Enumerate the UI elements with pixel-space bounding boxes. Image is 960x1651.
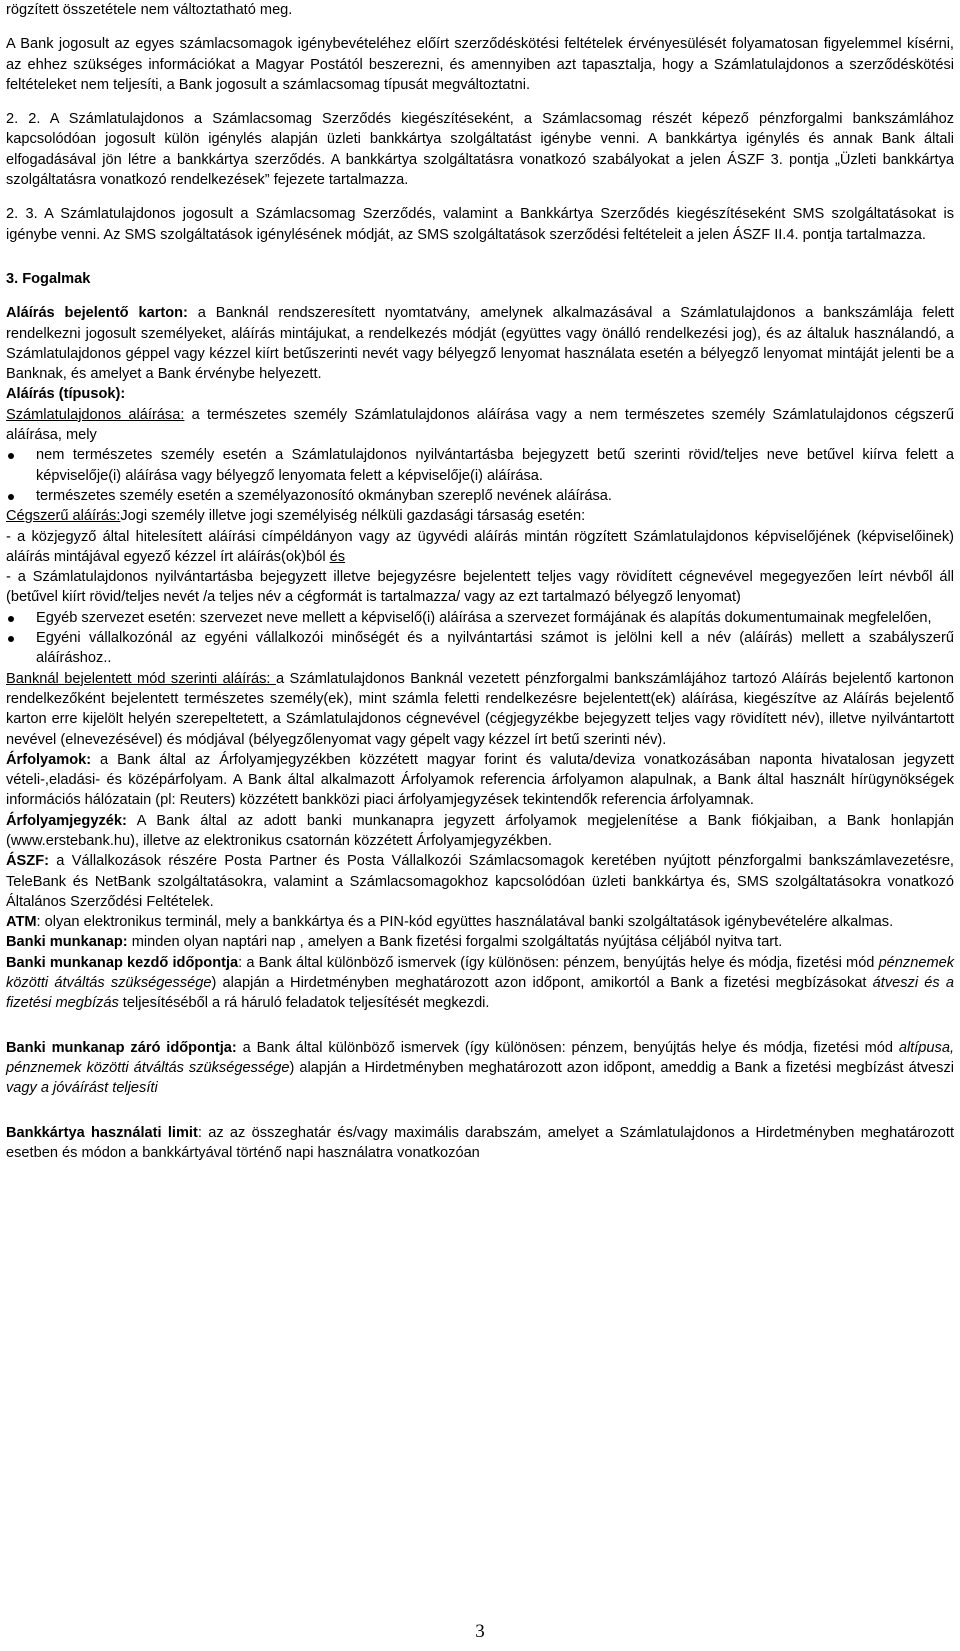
definition-szamlatulajdonos-alairasa bbox=[6, 405, 954, 446]
definition-text: Jogi személy illetve jogi személyiség nélküli gazdasági társaság esetén: bbox=[120, 508, 586, 525]
definition-arfolyamok bbox=[6, 750, 954, 811]
term: ATM bbox=[6, 914, 37, 931]
definition-text: : olyan elektronikus terminál, mely a bankkártya és a PIN-kód együttes használatával banki szolgáltatások igénybevételére alkalmas. bbox=[36, 914, 894, 931]
dash-item bbox=[6, 527, 954, 568]
definition-text: a Bank által az Árfolyamjegyzékben közzétett magyar forint és valuta/deviza vonatkozásában naponta hivatalosan jegyzett vételi-,eladási- és középárfolyam. A Bank által alkalmazott Árfolyamok referencia árfolyamon alapulnak, a Bank által használt hírügynökségek információs hálózatain (pl: Reuters) közzétett bankközi piaci árfolyamjegyzések tekintendők referencia árfolyamnak. bbox=[6, 751, 954, 809]
page-number: 3 bbox=[475, 1621, 485, 1642]
paragraph-2-3: 2. 3. A Számlatulajdonos jogosult a Számlacsomag Szerződés, valamint a Bankkártya Szerződés kiegészítéseként SMS szolgáltatásokat is igénybe venni. Az SMS szolgáltatások igénylésének módját, az SMS szolgáltatások szerződési feltételeit a jelen ÁSZF II.4. pontja tartalmazza. bbox=[6, 206, 954, 243]
definition-text: : a Bank által különböző ismervek (így különösen: pénzem, benyújtás helye és módja, fizetési mód bbox=[238, 954, 879, 971]
definition-banki-munkanap-kezdo bbox=[6, 953, 954, 1014]
term: Számlatulajdonos aláírása: bbox=[6, 406, 185, 423]
paragraph-intro: rögzített összetétele nem változtatható meg. bbox=[6, 2, 293, 18]
definition-text: a természetes személy Számlatulajdonos aláírása vagy a nem természetes személy Számlatulajdonos cégszerű aláírása, mely bbox=[6, 406, 954, 444]
definition-text: A Bank által az adott banki munkanapra jegyzett árfolyamok megjelenítése a Bank fiókjaiban, a Bank honlapján (www.erstebank.hu), illetve az elektronikus csatornán közzétett Árfolyamjegyzékben. bbox=[6, 812, 954, 849]
definition-text: a Bank által különböző ismervek (így különösen: pénzem, benyújtás helye és módja, fizetési mód bbox=[236, 1039, 899, 1056]
definition-italic: vagy a jóváírást teljesíti bbox=[6, 1080, 158, 1097]
definition-aszf bbox=[6, 851, 954, 912]
term: Banki munkanap kezdő időpontja bbox=[6, 954, 239, 971]
definition-italic: pénznemek közötti átváltás szükségessége bbox=[6, 954, 955, 992]
term: ÁSZF: bbox=[6, 853, 49, 870]
paragraph-2-2: 2. 2. A Számlatulajdonos a Számlacsomag Szerződés kiegészítéseként, a Számlacsomag részét képező pénzforgalmi bankszámlához kapcsolódóan jogosult külön igénylés alapján üzleti bankkártya szolgáltatást igénybe venni. A bankkártya igénylés és annak Bank általi elfogadásával jön létre a bankkártya szerződés. A bankkártya szolgáltatásra vonatkozó szabályokat a jelen ÁSZF 3. pontja „Üzleti bankkártya szolgáltatásra vonatkozó rendelkezések” fejezete tartalmazza. bbox=[6, 111, 954, 189]
definition-text: ) alapján a Hirdetményben meghatározott azon időpont, amikortól a Bank a fizetési megbízásokat bbox=[211, 975, 873, 992]
definition-text: a Számlatulajdonos Banknál vezetett pénzforgalmi bankszámlájához tartozó Aláírás bejelentő kartonon rendelkezőként bejelentett természetes személy(ek), mint számla feletti rendelkezésre bejelentett(ek) aláírása, kiegészítve az Aláírás bejelentő karton erre kijelölt helyén szerepeltetett, a Számlatulajdonos cégnevével (cégjegyzékbe bejegyzett teljes vagy rövidített név), illetve nyilvántartott nevével (elnevezésével) és módjával (bélyegzőlenyomat vagy gépelt vagy kézzel írt betű szerinti név). bbox=[6, 670, 954, 748]
term: Banki munkanap záró időpontja: bbox=[6, 1039, 237, 1056]
document-page bbox=[6, 0, 954, 1651]
term: Árfolyamok: bbox=[6, 751, 92, 768]
definition-italic: átveszi és a fizetési megbízás bbox=[6, 975, 954, 1012]
section-heading-fogalmak: 3. Fogalmak bbox=[6, 270, 91, 287]
bullet-item: Egyéb szervezet esetén: szervezet neve mellett a képviselő(i) aláírása a szervezet formájának és alapítás dokumentumainak megfelelően, bbox=[6, 608, 954, 628]
definition-atm bbox=[6, 912, 954, 932]
definition-text: ) alapján a Hirdetményben meghatározott azon időpont, ameddig a Bank a fizetési megbízást átveszi bbox=[289, 1059, 954, 1076]
definition-arfolyamjegyzek bbox=[6, 811, 954, 852]
definition-alairas-bejelento-karton bbox=[6, 303, 954, 384]
definition-heading-alairas-tipusok: Aláírás (típusok): bbox=[6, 386, 126, 403]
term: Banki munkanap: bbox=[6, 934, 128, 951]
definition-banknal-bejelentett-alairas bbox=[6, 669, 954, 750]
term: Bankkártya használati limit bbox=[6, 1124, 198, 1141]
definition-text: a Banknál rendszeresített nyomtatvány, amelynek alkalmazásával a Számlatulajdonos a bankszámlája felett rendelkezni jogosult személyeket, aláírás mintájukat, a rendelkezés módját (együttes vagy önálló rendelkezési jog), és az általuk használandó, a Számlatulajdonos géppel vagy kézzel kiírt betűszerinti nevét vagy bélyegző lenyomat használata esetén a bélyegző lenyomat mintáját jelenti be a Banknak, és amelyet a Bank érvénybe helyezett. bbox=[6, 305, 954, 383]
term: Árfolyamjegyzék: bbox=[6, 812, 127, 829]
definition-cegszeru-alairas bbox=[6, 506, 954, 526]
term: Cégszerű aláírás: bbox=[6, 508, 121, 525]
paragraph-bank-jogosult: A Bank jogosult az egyes számlacsomagok igénybevételéhez előírt szerződéskötési feltételek érvényesülését folyamatosan figyelemmel kísérni, az ehhez szükséges információkat a Magyar Postától beszerezni, és amennyiben azt tapasztalja, hogy a Számlatulajdonos a szerződéskötési feltételeket nem teljesíti, a Bank jogosult a számlacsomag típusát megváltoztatni. bbox=[6, 36, 954, 93]
bullet-item: Egyéni vállalkozónál az egyéni vállalkozói minőségét és a nyilvántartási számot is jelölni kell a név (aláírás) mellett a szabályszerű aláíráshoz.. bbox=[6, 628, 954, 669]
definition-italic: altípusa, pénznemek közötti átváltás szükségessége bbox=[6, 1039, 954, 1076]
definition-text: teljesítéséből a rá háruló feladatok teljesítését megkezdi. bbox=[118, 995, 490, 1012]
definition-text: : az az összeghatár és/vagy maximális darabszám, amelyet a Számlatulajdonos a Hirdetményben meghatározott esetben és módon a bankkártyával történő napi használatra vonatkozóan bbox=[6, 1124, 954, 1161]
term: Banknál bejelentett mód szerinti aláírás: bbox=[6, 670, 276, 687]
dash-item-text: - a közjegyző által hitelesített aláírási címpéldányon vagy az ügyvédi aláírás mintán rögzített Számlatulajdonos képviselőjének (képviselőinek) aláírás mintájával egyező kézzel írt aláírás(ok)ból bbox=[6, 528, 954, 565]
dash-item-es: és bbox=[329, 548, 346, 565]
definition-text: a Vállalkozások részére Posta Partner és Posta Vállalkozói Számlacsomagok keretében nyújtott pénzforgalmi bankszámlavezetésre, TeleBank és NetBank szolgáltatásokra, valamint a Számlacsomagokhoz kapcsolódóan üzleti bankkártya és, SMS szolgáltatásokra vonatkozó Általános Szerződési Feltételek. bbox=[6, 853, 954, 910]
term: Aláírás bejelentő karton: bbox=[6, 305, 188, 322]
dash-item: - a Számlatulajdonos nyilvántartásba bejegyzett illetve bejegyzésre bejelentett teljes vagy rövidített cégnevével megegyezően leírt névből áll (betűvel kiírt rövid/teljes nevét /a teljes név a cégformát is tartalmazza/ vagy az ezt tartalmazó bélyegző lenyomat) bbox=[6, 569, 954, 606]
definition-banki-munkanap bbox=[6, 932, 954, 952]
definition-banki-munkanap-zaro bbox=[6, 1038, 954, 1099]
bullet-item: nem természetes személy esetén a Számlatulajdonos nyilvántartásba bejegyzett betű szerinti rövid/teljes neve betűvel kiírva felett a képviselője(i) aláírása vagy bélyegző lenyomata felett a képviselője(i) aláírása. bbox=[6, 445, 954, 486]
definition-bankkartya-hasznalati-limit bbox=[6, 1123, 954, 1164]
definition-text: minden olyan naptári nap , amelyen a Bank fizetési forgalmi szolgáltatás nyújtása céljából nyitva tart. bbox=[127, 934, 783, 951]
bullet-item: természetes személy esetén a személyazonosító okmányban szereplő nevének aláírása. bbox=[6, 486, 954, 506]
